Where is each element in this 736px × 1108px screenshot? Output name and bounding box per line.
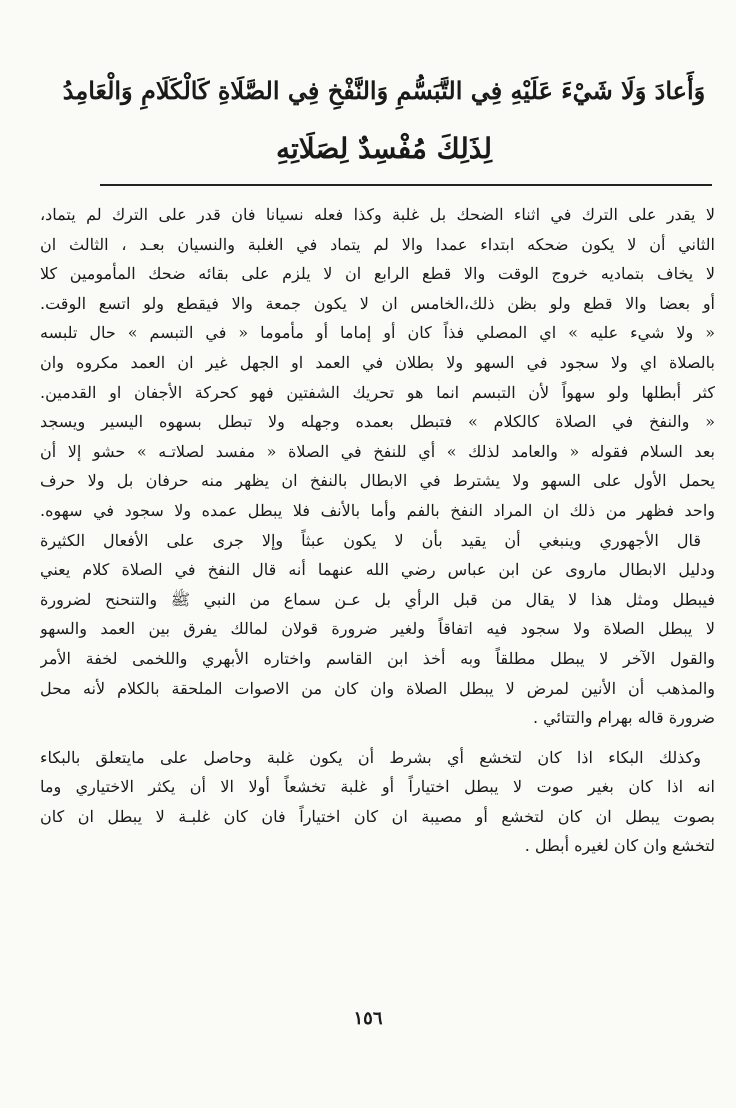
- text-line: واحد فظهر من ذلك ان المراد النفخ بالفم وأما بالأنف فلا يبطل عمده ولا سجود في سهوه.: [40, 500, 715, 520]
- heading-line-1: وَأَعادَ وَلَا شَيْءَ عَلَيْهِ فِي التَّبَسُّمِ وَالنَّفْخِ فِي الصَّلَاةِ كَالْكَلَامِ وَالْعَامِدُ: [62, 76, 706, 105]
- matn-heading: [60, 62, 708, 178]
- text-line: ودليل الابطال ماروى عن ابن عباس رضي الله عنهما أنه قال النفخ في الصلاة كلام يعني: [40, 560, 715, 580]
- text-line: كثر أبطلها ولو سهواً لأن التبسم انما هو تحريك الشفتين فهو كحركة الأجفان او القدمين.: [40, 382, 715, 402]
- text-line: لا يخاف بتماديه خروج الوقت والا قطع الرابع ان لا يلزم على بقائه ضحك المأمومين كلا: [40, 264, 715, 284]
- text-line: والمذهب أن الأنين لمرض لا يبطل الصلاة وان كان من الاصوات الملحقة بالكلام لأنه محل: [40, 678, 715, 698]
- text-line: لا يبطل الصلاة ولا سجود فيه اتفاقاً ولغير ضرورة قولان لمالك يفرق بين العمد والسهو: [40, 619, 715, 639]
- separator-rule: [100, 184, 712, 186]
- page-number: ١٥٦: [353, 1008, 383, 1029]
- text-line: وكذلك البكاء اذا كان لتخشع أي بشرط أن يكون غلبة وحاصل على مايتعلق بالبكاء: [40, 747, 702, 767]
- heading-line-2: لِذَلِكَ مُفْسِدٌ لِصَلَاتِهِ: [275, 132, 492, 165]
- commentary-text: [40, 200, 715, 861]
- text-line: الثاني أن لا يكون ضحكه ابتداء عمدا والا لم يتماد في الغلبة والنسيان بعـد ، الثالث ان: [40, 234, 715, 254]
- text-line: لا يقدر على الترك في اثناء الضحك بل غلبة وكذا فعله نسيانا فان قدر على الترك لم يتماد،: [40, 205, 715, 224]
- text-line: فيبطل ومثل هذا لا يقال من قبل الرأي بل عـن سماع من النبي ﷺ والتنحنح لضرورة: [40, 589, 715, 609]
- text-line: بعد السلام فقوله « والعامد لذلك » أي للنفخ في الصلاة « مفسد لصلاتـه » حشو إلا أن: [40, 441, 715, 461]
- text-line: بالصلاة اي ولا سجود في السهو ولا بطلان في العمد او الجهل غير ان العمد مكروه وان: [40, 352, 715, 372]
- text-line: ضرورة قاله بهرام والتتائي .: [532, 708, 715, 728]
- text-line: أو بعضا والا قطع ولو بظن ذلك،الخامس ان لا يكون جمعة والا فيقطع ولو اتسع الوقت.: [40, 293, 715, 313]
- text-line: يحمل الأول على السهو ولا يشترط في الابطال بالنفخ ان يظهر منه حرفان بل ولا حرف: [40, 471, 715, 491]
- text-line: والقول الآخر لا يبطل مطلقاً وبه أخذ ابن القاسم واختاره الأبهري واللخمى لخفة الأمر: [40, 648, 715, 668]
- text-line: « والنفخ في الصلاة كالكلام » فتبطل بعمده وجهله ولا تبطل بسهوه اليسير ويسجد: [40, 412, 715, 432]
- text-line: « ولا شيء عليه » اي المصلي فذاً كان أو إماما أو مأموما « في التبسم » حال تلبسه: [40, 323, 715, 343]
- text-line: لتخشع وان كان لغيره أبطل .: [524, 836, 715, 856]
- text-line: قال الأجهوري وينبغي أن يقيد بأن لا يكون عبثاً وإلا جرى على الأفعال الكثيرة: [40, 530, 701, 550]
- text-line: انه اذا كان بغير صوت لا يبطل اختياراً أو غلبة تخشعاً أولا الا أن يكثر الاختياري وما: [40, 777, 715, 797]
- text-line: بصوت يبطل ان كان لتخشع أو مصيبة ان كان اختياراً فان كان غلبـة لا يبطل ان كان: [40, 806, 715, 826]
